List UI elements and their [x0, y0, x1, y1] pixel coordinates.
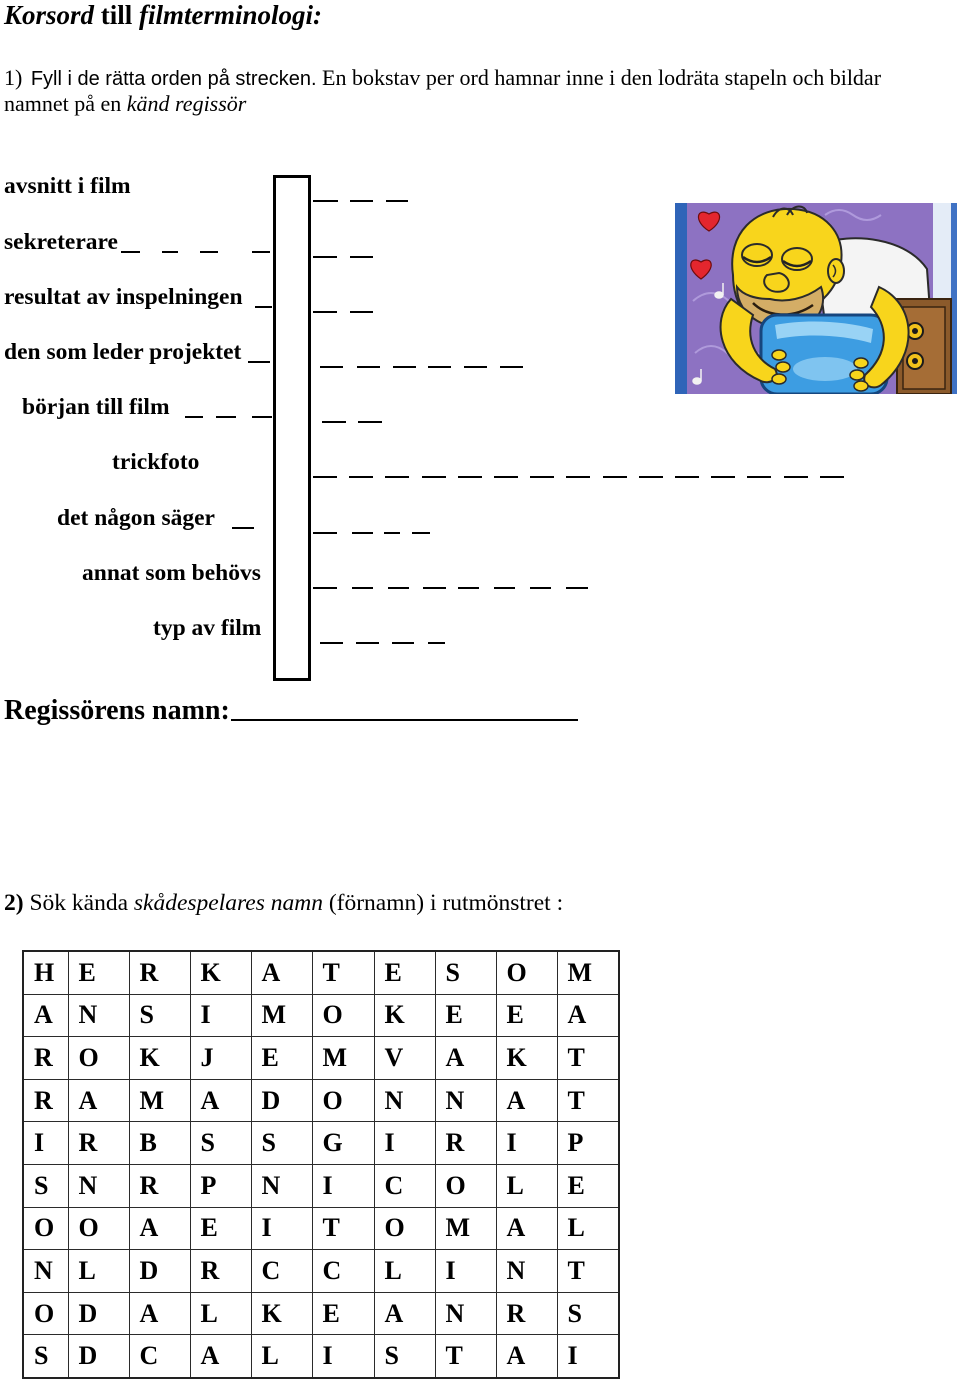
title-word-korsord: Korsord — [4, 0, 95, 30]
title-word-till: till — [100, 0, 133, 30]
word-search-cell: S — [251, 1122, 312, 1165]
word-search-cell: A — [68, 1079, 129, 1122]
answer-blank-right — [422, 476, 446, 478]
task-2-text-italic: skådespelares namn — [133, 890, 323, 916]
word-search-cell: R — [496, 1292, 557, 1335]
word-search-row — [23, 994, 619, 1037]
vertical-answer-column — [273, 175, 311, 681]
word-search-cell: R — [23, 1037, 68, 1080]
word-search-cell: O — [312, 994, 374, 1037]
word-search-row — [23, 1122, 619, 1165]
director-name-label: Regissörens namn: — [4, 695, 230, 726]
word-search-cell: O — [23, 1207, 68, 1250]
answer-blank-right — [385, 476, 409, 478]
word-search-cell: E — [435, 994, 496, 1037]
answer-blank-left — [200, 251, 218, 253]
word-search-cell: N — [68, 1164, 129, 1207]
answer-blank-right — [313, 476, 337, 478]
word-search-row — [23, 1164, 619, 1207]
word-search-cell: V — [374, 1037, 435, 1080]
word-search-cell: R — [129, 951, 190, 994]
word-search-cell: N — [496, 1250, 557, 1293]
word-search-cell: N — [435, 1292, 496, 1335]
answer-blank-right — [386, 200, 408, 202]
word-search-cell: T — [557, 1250, 619, 1293]
task-2-text-end: (förnamn) i rutmönstret : — [328, 890, 564, 916]
answer-blank-right — [313, 532, 337, 534]
word-search-cell: O — [435, 1164, 496, 1207]
word-search-cell: K — [496, 1037, 557, 1080]
answer-blank-right — [747, 476, 771, 478]
word-search-body — [23, 951, 619, 1378]
word-search-cell: P — [557, 1122, 619, 1165]
word-search-cell: A — [190, 1079, 251, 1122]
word-search-cell: N — [435, 1079, 496, 1122]
task-1-sentence-2-part-2: namnet på en — [4, 91, 122, 116]
word-search-cell: E — [190, 1207, 251, 1250]
task-2-instruction — [4, 889, 563, 917]
word-search-cell: I — [23, 1122, 68, 1165]
worksheet-title — [4, 0, 322, 30]
answer-blank-right — [357, 366, 380, 368]
task-1-sentence-2-italic: känd regissör — [126, 91, 247, 116]
word-search-cell: E — [251, 1037, 312, 1080]
word-search-cell: M — [251, 994, 312, 1037]
word-search-cell: S — [129, 994, 190, 1037]
word-search-cell: T — [435, 1335, 496, 1378]
crossword-clue-5: början till film — [22, 394, 170, 420]
crossword-clue-2: sekreterare — [4, 229, 118, 255]
word-search-cell: A — [496, 1079, 557, 1122]
task-2-text-start: Sök kända — [29, 890, 129, 916]
word-search-cell: N — [23, 1250, 68, 1293]
answer-blank-right — [458, 476, 482, 478]
word-search-cell: A — [496, 1207, 557, 1250]
word-search-grid — [22, 950, 620, 1379]
word-search-cell: R — [190, 1250, 251, 1293]
answer-blank-right — [494, 587, 515, 589]
answer-blank-right — [566, 476, 590, 478]
word-search-cell: L — [557, 1207, 619, 1250]
word-search-cell: G — [312, 1122, 374, 1165]
word-search-row — [23, 1250, 619, 1293]
title-word-filmterminologi: filmterminologi: — [139, 0, 323, 30]
answer-blank-right — [458, 587, 479, 589]
word-search-row — [23, 1335, 619, 1378]
answer-blank-right — [412, 532, 430, 534]
word-search-cell: R — [68, 1122, 129, 1165]
answer-blank-left — [121, 251, 140, 253]
crossword-clue-1: avsnitt i film — [4, 173, 131, 199]
answer-blank-right — [464, 366, 487, 368]
word-search-cell: M — [129, 1079, 190, 1122]
word-search-cell: A — [496, 1335, 557, 1378]
homer-simpson-hugging-tv-picture — [675, 203, 957, 394]
answer-blank-left — [162, 251, 178, 253]
task-1-sentence-1: Fyll i de rätta orden på strecken. — [30, 68, 317, 90]
task-1-number: 1) — [4, 65, 23, 90]
answer-blank-right — [388, 587, 409, 589]
answer-blank-right — [530, 587, 551, 589]
answer-blank-right — [384, 532, 400, 534]
word-search-cell: T — [312, 951, 374, 994]
crossword-clue-9: typ av film — [153, 615, 262, 641]
word-search-cell: L — [68, 1250, 129, 1293]
director-name-answer-line — [231, 719, 578, 721]
task-1-instruction-line-1 — [4, 64, 881, 93]
answer-blank-right — [352, 587, 373, 589]
word-search-cell: S — [23, 1164, 68, 1207]
answer-blank-right — [603, 476, 627, 478]
word-search-cell: C — [312, 1250, 374, 1293]
word-search-cell: D — [251, 1079, 312, 1122]
answer-blank-right — [322, 421, 346, 423]
word-search-cell: I — [374, 1122, 435, 1165]
word-search-cell: N — [68, 994, 129, 1037]
word-search-cell: J — [190, 1037, 251, 1080]
answer-blank-right — [313, 587, 337, 589]
word-search-row — [23, 1037, 619, 1080]
word-search-row — [23, 1292, 619, 1335]
word-search-cell: S — [374, 1335, 435, 1378]
answer-blank-right — [820, 476, 844, 478]
answer-blank-right — [313, 256, 337, 258]
word-search-cell: I — [496, 1122, 557, 1165]
word-search-cell: A — [129, 1207, 190, 1250]
answer-blank-right — [675, 476, 699, 478]
word-search-cell: L — [496, 1164, 557, 1207]
word-search-cell: R — [435, 1122, 496, 1165]
word-search-cell: R — [23, 1079, 68, 1122]
answer-blank-right — [352, 532, 373, 534]
word-search-cell: T — [557, 1037, 619, 1080]
answer-blank-right — [423, 587, 446, 589]
answer-blank-left — [252, 416, 272, 418]
crossword-clue-8: annat som behövs — [82, 560, 261, 586]
word-search-cell: S — [190, 1122, 251, 1165]
answer-blank-left — [252, 251, 270, 253]
answer-blank-left — [255, 306, 272, 308]
crossword-clue-6: trickfoto — [112, 449, 200, 475]
word-search-cell: O — [374, 1207, 435, 1250]
word-search-cell: I — [435, 1250, 496, 1293]
word-search-cell: R — [129, 1164, 190, 1207]
answer-blank-right — [349, 476, 373, 478]
word-search-cell: A — [374, 1292, 435, 1335]
answer-blank-right — [392, 642, 414, 644]
word-search-cell: K — [190, 951, 251, 994]
word-search-cell: A — [129, 1292, 190, 1335]
answer-blank-right — [350, 311, 373, 313]
word-search-cell: M — [312, 1037, 374, 1080]
answer-blank-right — [356, 642, 379, 644]
word-search-cell: I — [312, 1164, 374, 1207]
crossword-clue-3: resultat av inspelningen — [4, 284, 243, 310]
word-search-cell: N — [251, 1164, 312, 1207]
word-search-cell: N — [374, 1079, 435, 1122]
word-search-cell: T — [557, 1079, 619, 1122]
word-search-cell: K — [251, 1292, 312, 1335]
word-search-cell: S — [557, 1292, 619, 1335]
answer-blank-right — [500, 366, 523, 368]
word-search-cell: E — [374, 951, 435, 994]
word-search-cell: E — [496, 994, 557, 1037]
answer-blank-right — [784, 476, 808, 478]
answer-blank-right — [428, 366, 451, 368]
word-search-cell: A — [251, 951, 312, 994]
word-search-cell: A — [23, 994, 68, 1037]
word-search-cell: L — [190, 1292, 251, 1335]
answer-blank-left — [185, 416, 203, 418]
task-1-sentence-2-part-1: En bokstav per ord hamnar inne i den lodräta stapeln och bildar — [322, 65, 882, 90]
answer-blank-right — [320, 642, 343, 644]
word-search-cell: C — [251, 1250, 312, 1293]
task-2-number: 2) — [4, 890, 24, 916]
answer-blank-right — [313, 311, 337, 313]
answer-blank-left — [248, 361, 270, 363]
word-search-cell: P — [190, 1164, 251, 1207]
answer-blank-right — [393, 366, 416, 368]
word-search-cell: I — [251, 1207, 312, 1250]
word-search-cell: H — [23, 951, 68, 994]
answer-blank-left — [232, 527, 254, 529]
word-search-cell: A — [435, 1037, 496, 1080]
word-search-cell: I — [190, 994, 251, 1037]
crossword-clue-4: den som leder projektet — [4, 339, 242, 365]
word-search-cell: E — [557, 1164, 619, 1207]
answer-blank-right — [428, 642, 445, 644]
word-search-cell: C — [129, 1335, 190, 1378]
word-search-cell: K — [129, 1037, 190, 1080]
word-search-cell: L — [251, 1335, 312, 1378]
word-search-cell: A — [190, 1335, 251, 1378]
answer-blank-left — [216, 416, 236, 418]
answer-blank-right — [358, 421, 382, 423]
word-search-row — [23, 1079, 619, 1122]
word-search-cell: O — [312, 1079, 374, 1122]
word-search-cell: S — [435, 951, 496, 994]
word-search-cell: A — [557, 994, 619, 1037]
word-search-cell: I — [312, 1335, 374, 1378]
word-search-cell: K — [374, 994, 435, 1037]
word-search-cell: B — [129, 1122, 190, 1165]
answer-blank-right — [639, 476, 663, 478]
word-search-row — [23, 1207, 619, 1250]
word-search-cell: D — [129, 1250, 190, 1293]
word-search-cell: O — [68, 1037, 129, 1080]
word-search-cell: C — [374, 1164, 435, 1207]
crossword-clue-7: det någon säger — [57, 505, 215, 531]
word-search-cell: E — [312, 1292, 374, 1335]
word-search-cell: O — [496, 951, 557, 994]
answer-blank-right — [320, 366, 343, 368]
answer-blank-right — [530, 476, 554, 478]
word-search-cell: E — [68, 951, 129, 994]
word-search-row — [23, 951, 619, 994]
task-1-instruction-line-2 — [4, 90, 246, 118]
word-search-cell: L — [374, 1250, 435, 1293]
answer-blank-right — [566, 587, 588, 589]
answer-blank-right — [711, 476, 735, 478]
word-search-cell: M — [435, 1207, 496, 1250]
word-search-cell: O — [23, 1292, 68, 1335]
answer-blank-right — [350, 256, 373, 258]
word-search-cell: S — [23, 1335, 68, 1378]
word-search-cell: D — [68, 1335, 129, 1378]
word-search-cell: T — [312, 1207, 374, 1250]
word-search-cell: I — [557, 1335, 619, 1378]
answer-blank-right — [494, 476, 518, 478]
answer-blank-right — [350, 200, 373, 202]
word-search-cell: D — [68, 1292, 129, 1335]
word-search-cell: O — [68, 1207, 129, 1250]
answer-blank-right — [313, 200, 338, 202]
word-search-cell: M — [557, 951, 619, 994]
